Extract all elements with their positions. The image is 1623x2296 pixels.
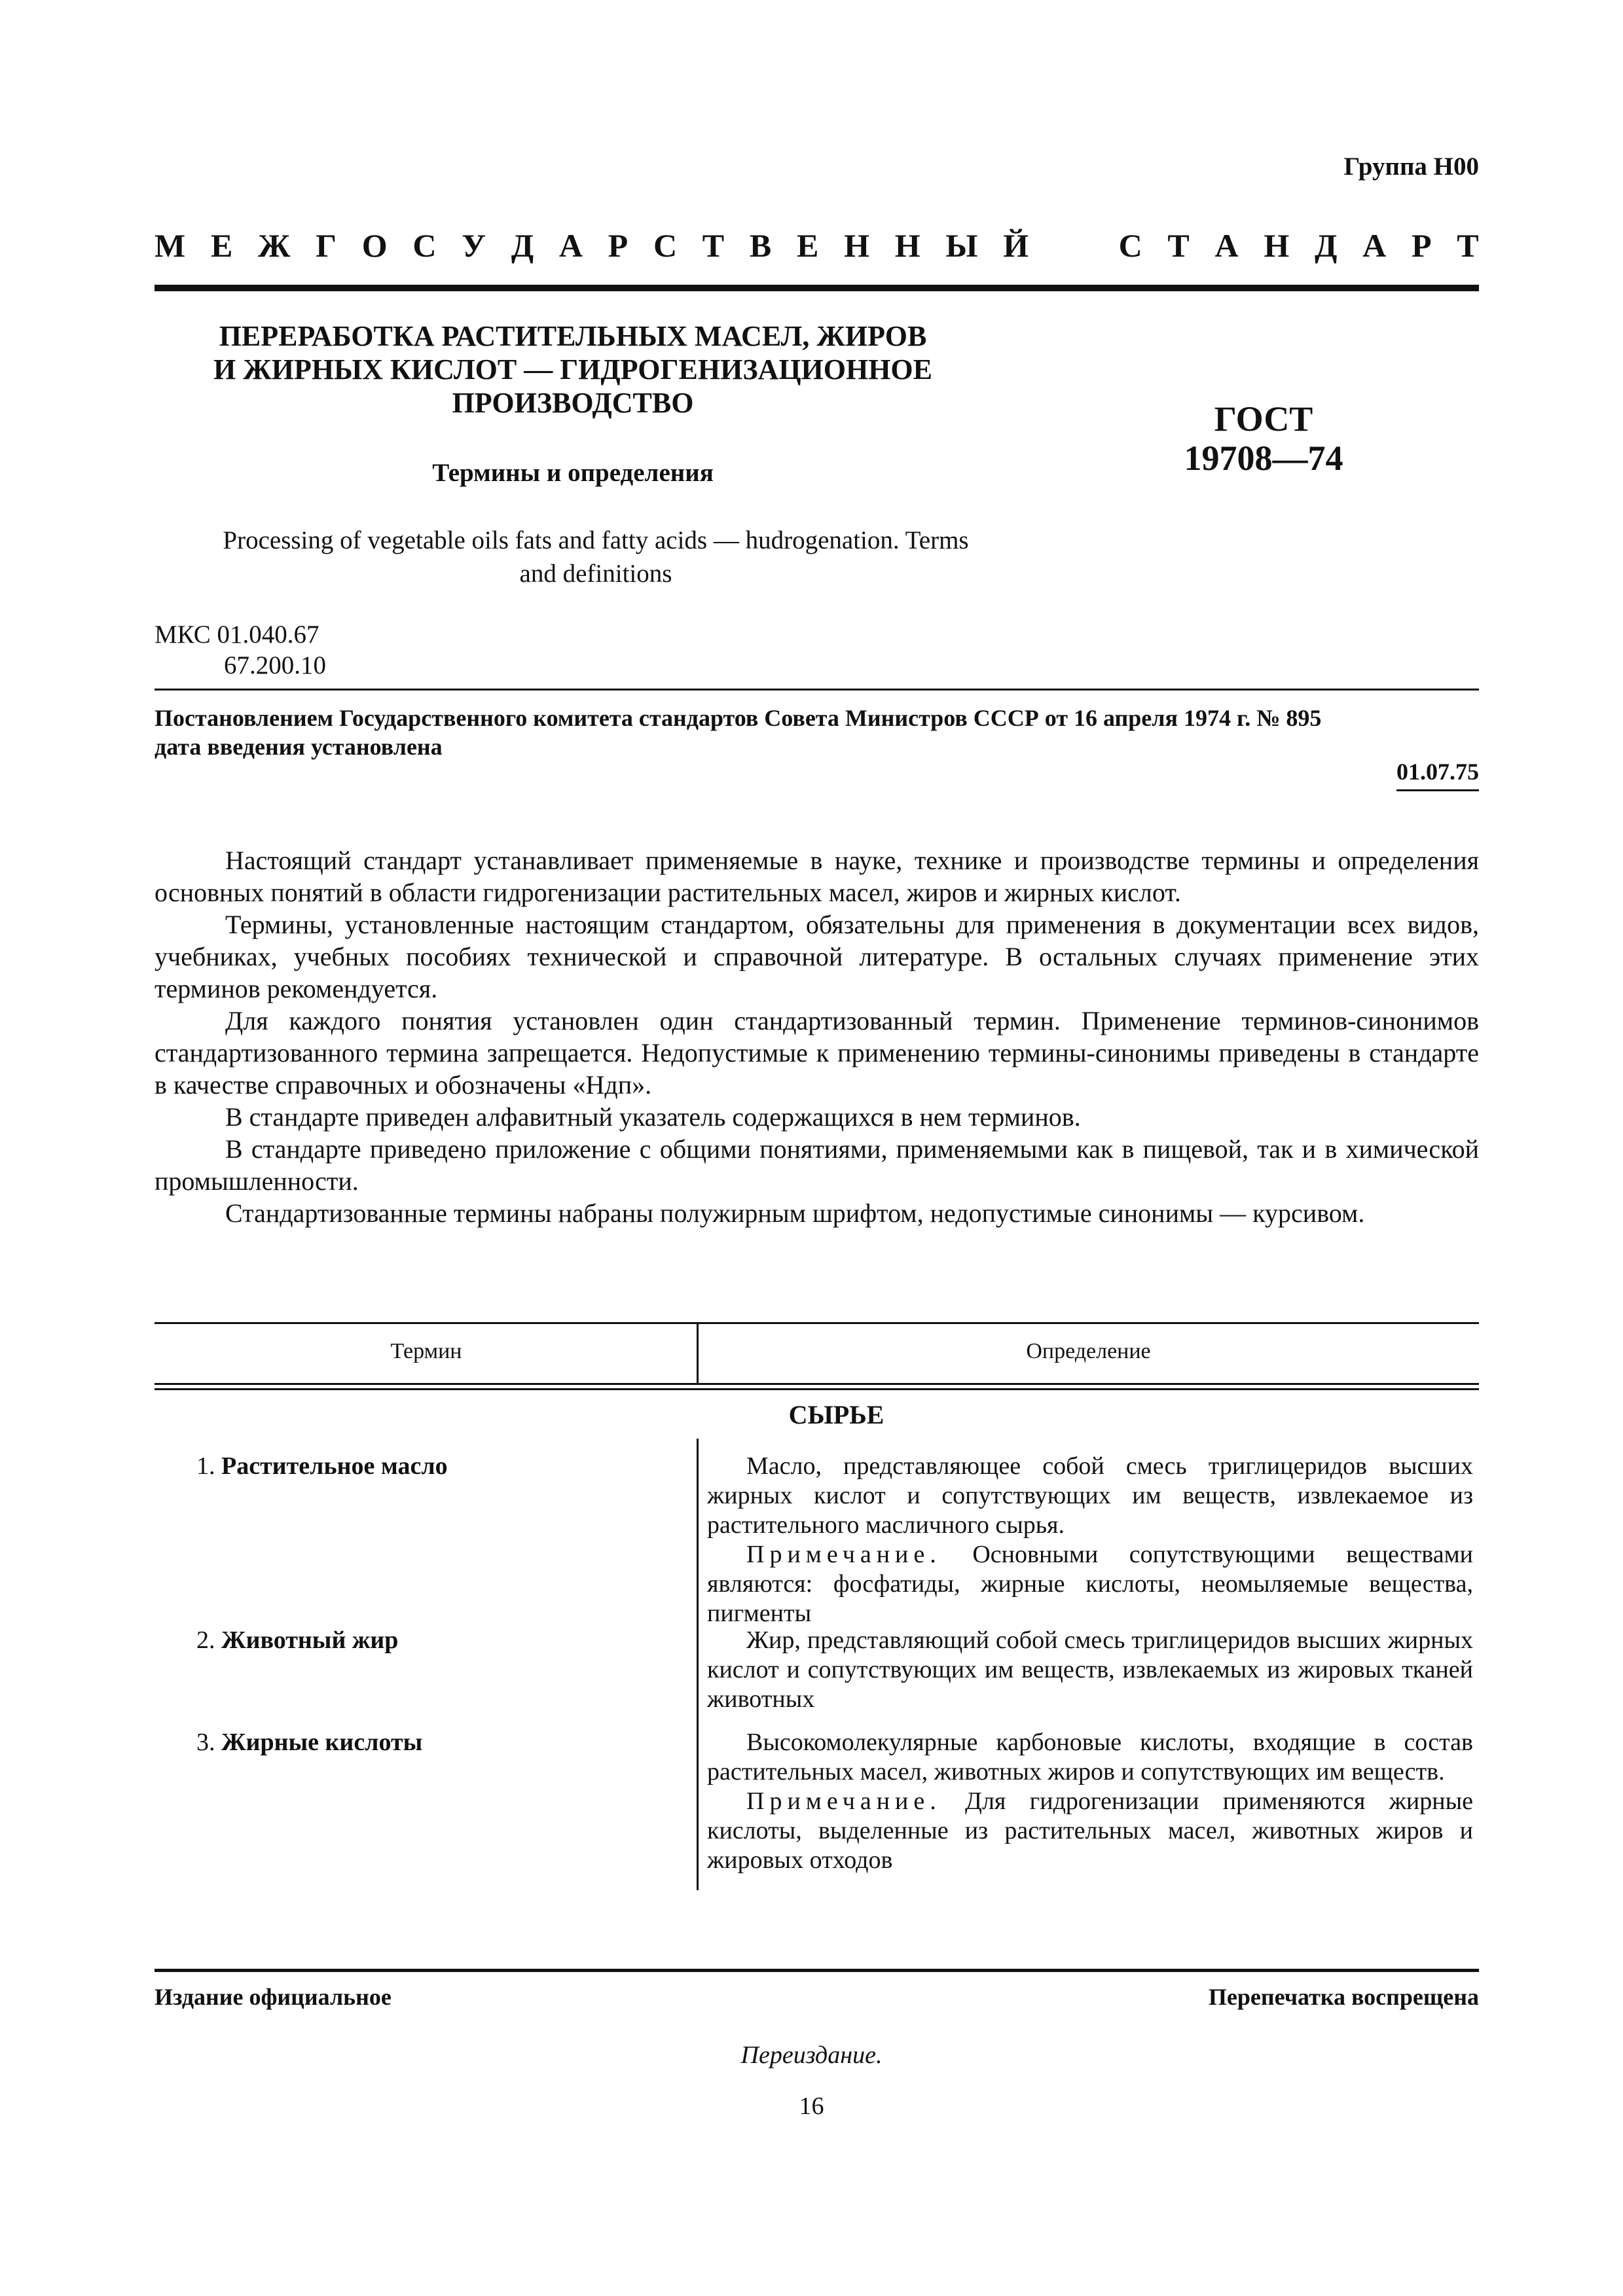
definition-text: Масло, представляющее собой смесь триглицеридов высших жирных кислот и сопутствующих им веществ, извлекаемое из растительного масличного сырья.: [707, 1452, 1473, 1539]
banner-letter: Г: [316, 227, 337, 264]
paragraph: В стандарте приведен алфавитный указатель содержащихся в нем терминов.: [225, 1102, 1081, 1132]
banner-letter: Ы: [945, 227, 978, 264]
banner-letter: Д: [1315, 227, 1338, 264]
term-number: 3.: [196, 1729, 215, 1756]
mks-codes: [155, 619, 326, 681]
page-number: 16: [799, 2092, 824, 2120]
banner-letter: Ж: [258, 227, 291, 264]
gost-label: ГОСТ: [1214, 399, 1313, 439]
banner-letter: А: [558, 227, 583, 264]
group-label: Группа Н00: [1343, 152, 1479, 181]
banner-letter: Т: [702, 227, 725, 264]
banner-letter: Т: [1457, 227, 1479, 264]
title-line: ПЕРЕРАБОТКА РАСТИТЕЛЬНЫХ МАСЕЛ, ЖИРОВ: [219, 320, 927, 352]
table-column-divider: [697, 1439, 699, 1890]
title-line: ПРОИЗВОДСТВО: [452, 387, 694, 419]
column-header-term: Термин: [390, 1339, 462, 1363]
table-header-rule: [155, 1388, 1479, 1390]
table-row-term: [196, 1728, 422, 1757]
banner-letter: Т: [1167, 227, 1190, 264]
banner-letter: Н: [844, 227, 869, 264]
decree-rule: [155, 689, 1479, 691]
banner-letter: М: [155, 227, 186, 264]
banner-letter: Д: [511, 227, 534, 264]
paragraph: Стандартизованные термины набраны полужирным шрифтом, недопустимые синонимы — курсивом.: [225, 1198, 1365, 1228]
definition-text: Жир, представляющий собой смесь триглицеридов высших жирных кислот и сопутствующих им веществ, извлекаемых из жировых тканей животных: [707, 1626, 1473, 1713]
gost-designation: [1087, 399, 1440, 478]
paragraph: Термины, установленные настоящим стандартом, обязательны для применения в документации всех видов, учебниках, учебных пособиях технической и справочной литературе. В остальных случаях применение этих терминов рекомендуется.: [155, 910, 1479, 1003]
definition-note: [707, 1787, 1473, 1875]
banner-letter: Р: [1411, 227, 1432, 264]
note-label: Примечание.: [746, 1787, 941, 1815]
reissue-label: Переиздание.: [740, 2041, 883, 2069]
definition-text: Высокомолекулярные карбоновые кислоты, входящие в состав растительных масел, животных жиров и сопутствующих им веществ.: [707, 1729, 1473, 1785]
banner-letter: Е: [210, 227, 233, 264]
table-header-rule: [155, 1383, 1479, 1385]
column-header-definition: Определение: [1026, 1339, 1151, 1363]
standard-banner: [155, 226, 1479, 264]
paragraph: В стандарте приведено приложение с общими понятиями, применяемыми как в пищевой, так и в химической промышленности.: [155, 1134, 1479, 1196]
reprint-prohibited-label: Перепечатка воспрещена: [1208, 1984, 1479, 2010]
table-top-rule: [155, 1322, 1479, 1324]
table-row-definition: [707, 1626, 1473, 1714]
term-name: Жирные кислоты: [221, 1729, 423, 1756]
banner-letter: С: [412, 227, 437, 264]
note-label: Примечание.: [746, 1541, 941, 1568]
banner-letter: А: [1214, 227, 1239, 264]
intro-text: [155, 844, 1479, 1229]
english-title-line: and definitions: [519, 560, 672, 588]
banner-letter: Е: [796, 227, 819, 264]
term-name: Животный жир: [221, 1626, 399, 1654]
term-name: Растительное масло: [221, 1452, 448, 1480]
banner-letter: Р: [608, 227, 629, 264]
mks-line: МКС 01.040.67: [155, 620, 319, 649]
official-edition-label: Издание официальное: [155, 1984, 392, 2010]
banner-letter: Н: [1264, 227, 1290, 264]
banner-gap: [1054, 226, 1093, 264]
note-text: Для гидрогенизации применяются жирные кислоты, выделенные из растительных масел, животных жиров и жировых отходов: [707, 1787, 1473, 1874]
table-row-definition: [707, 1728, 1473, 1875]
banner-letter: Й: [1003, 227, 1029, 264]
decree-text: [155, 704, 1479, 761]
table-row-definition: [707, 1452, 1473, 1628]
document-title: [170, 319, 976, 420]
term-number: 1.: [196, 1452, 215, 1480]
title-line: И ЖИРНЫХ КИСЛОТ — ГИДРОГЕНИЗАЦИОННОЕ: [213, 353, 933, 386]
banner-letter: В: [749, 227, 772, 264]
header-rule: [155, 285, 1479, 291]
section-heading: СЫРЬЕ: [788, 1400, 884, 1429]
banner-letter: А: [1362, 227, 1387, 264]
banner-letter: О: [361, 227, 388, 264]
document-subtitle: Термины и определения: [432, 459, 714, 487]
introduction-date: 01.07.75: [1396, 758, 1479, 791]
english-title-line: Processing of vegetable oils fats and fatty acids — hudrogenation. Terms: [223, 526, 969, 554]
gost-number: 19708—74: [1184, 439, 1343, 478]
table-row-term: [196, 1626, 398, 1655]
mks-line: 67.200.10: [224, 651, 326, 679]
banner-letter: У: [462, 227, 486, 264]
english-title: [170, 524, 1021, 590]
decree-line: Постановлением Государственного комитета стандартов Совета Министров СССР от 16 апреля 1974 г. № 895: [155, 705, 1322, 731]
term-number: 2.: [196, 1626, 215, 1654]
note-text: Основными сопутствующими веществами являются: фосфатиды, жирные кислоты, неомыляемые вещества, пигменты: [707, 1541, 1473, 1627]
paragraph: Для каждого понятия установлен один стандартизованный термин. Применение терминов-синонимов стандартизованного термина запрещается. Недопустимые к применению термины-синонимы приведены в стандарте в качестве справочных и обозначены «Ндп».: [155, 1006, 1479, 1100]
table-row-term: [196, 1452, 448, 1480]
banner-letter: С: [653, 227, 678, 264]
paragraph: Настоящий стандарт устанавливает применяемые в науке, технике и производстве термины и определения основных понятий в области гидрогенизации растительных масел, жиров и жирных кислот.: [155, 846, 1479, 907]
decree-line: дата введения установлена: [155, 734, 443, 760]
footer-rule: [155, 1969, 1479, 1972]
definition-note: [707, 1540, 1473, 1628]
banner-letter: Н: [894, 227, 921, 264]
banner-letter: С: [1118, 227, 1142, 264]
